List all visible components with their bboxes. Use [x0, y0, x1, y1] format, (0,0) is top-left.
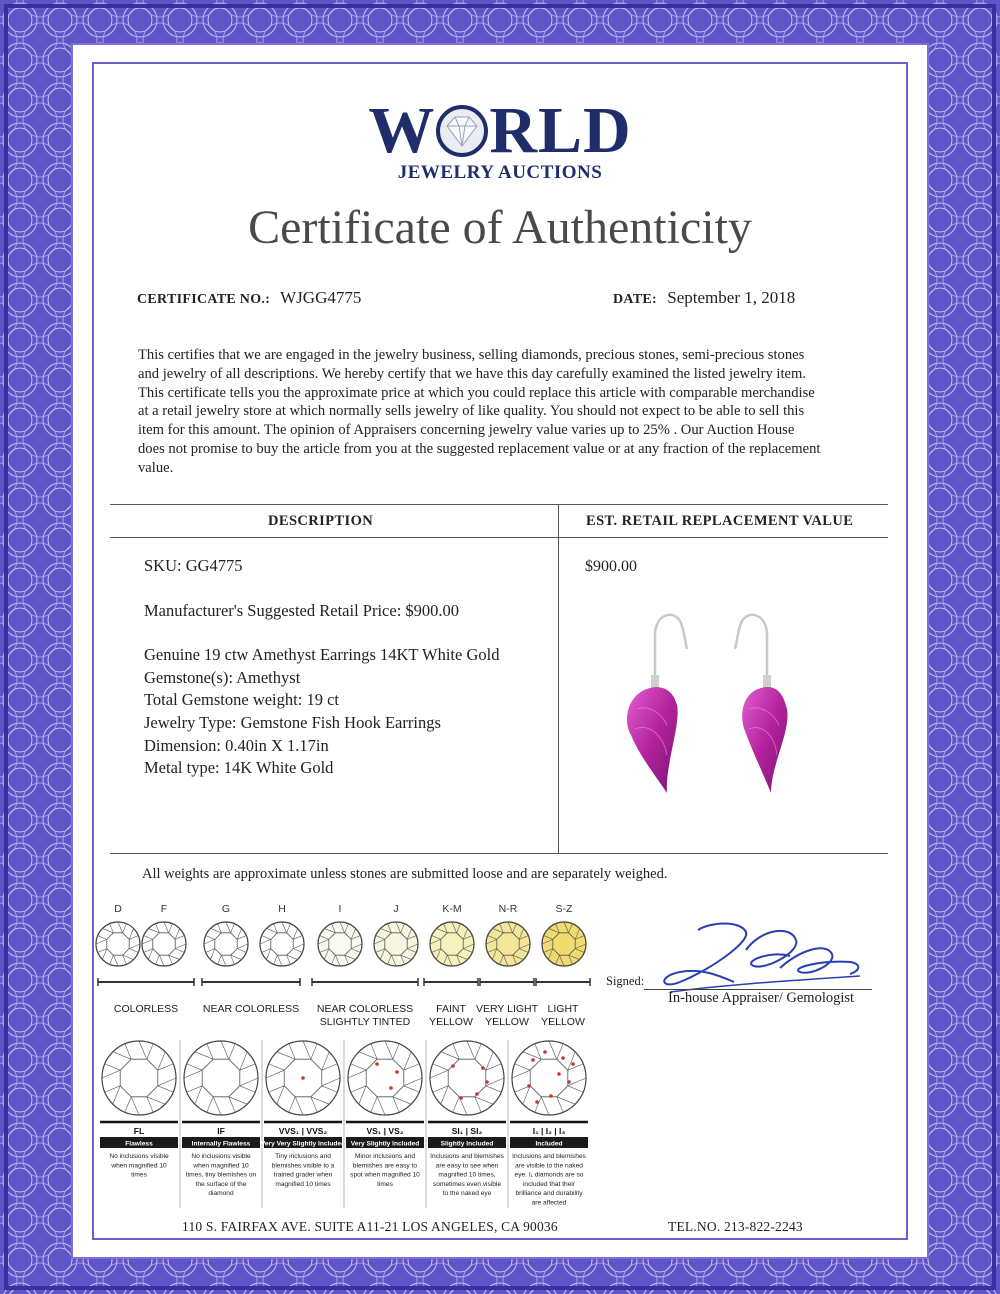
- clarity-grade-code: SI₁ | SI₂: [451, 1126, 483, 1136]
- intro-line: does not promise to buy the article from you at the suggested replacement value or at any fraction of the replacement: [138, 440, 821, 457]
- color-grade-label: F: [160, 903, 168, 915]
- clarity-grade-description: to the naked eye: [442, 1190, 492, 1198]
- clarity-grade-description: spot when magnified 10: [350, 1171, 420, 1179]
- color-grade-gem: [318, 922, 362, 966]
- color-group-label: COLORLESS: [113, 1003, 179, 1015]
- intro-line: item for this amount. The opinion of Appraisers concerning jewelry value varies up to 25% . Our Auction House: [138, 422, 795, 439]
- column-divider: [558, 505, 559, 853]
- clarity-grade-description: are easy to see when: [435, 1162, 499, 1170]
- detail-line: Genuine 19 ctw Amethyst Earrings 14KT White Gold: [144, 645, 500, 665]
- clarity-grade-code: VVS₁ | VVS₂: [278, 1126, 328, 1136]
- color-group-label: FAINT: [436, 1003, 466, 1015]
- clarity-grade-description: included that their: [522, 1180, 576, 1188]
- header-divider: [110, 537, 888, 538]
- color-grade-label: K-M: [442, 903, 462, 915]
- color-grade-scale: [94, 900, 594, 1040]
- clarity-grade-description: Inclusions and blemishes: [512, 1153, 586, 1160]
- color-group-label: YELLOW: [485, 1016, 529, 1028]
- intro-line: and jewelry of all descriptions. We hereby certify that we have this day carefully examined the listed jewelry item.: [138, 365, 807, 382]
- appraiser-signature: [650, 910, 870, 1000]
- appraiser-title: In-house Appraiser/ Gemologist: [668, 990, 855, 1006]
- color-grade-gem: [430, 922, 474, 966]
- clarity-grade-name: Very Very Slightly Included: [260, 1140, 346, 1148]
- clarity-grade-description: Inclusions and blemishes: [430, 1153, 504, 1160]
- color-group-label: LIGHT: [547, 1003, 579, 1015]
- clarity-grade-code: FL: [133, 1126, 145, 1136]
- clarity-grade-description: eye. I₁ diamonds are so: [514, 1171, 584, 1179]
- clarity-grade-gem: [512, 1041, 586, 1115]
- certificate-date: [613, 288, 795, 308]
- clarity-grade-name: Internally Flawless: [191, 1140, 251, 1148]
- color-group-label: NEAR COLORLESS: [202, 1003, 300, 1015]
- color-grade-label: D: [114, 903, 122, 915]
- clarity-grade-description: sometimes even visible: [432, 1180, 502, 1188]
- color-grade-gem: [96, 922, 140, 966]
- detail-line: Jewelry Type: Gemstone Fish Hook Earrings: [144, 712, 441, 732]
- color-group-label: SLIGHTLY TINTED: [319, 1016, 411, 1028]
- clarity-grade-description: diamond: [208, 1190, 234, 1198]
- clarity-grade-description: trained grader when: [273, 1171, 333, 1179]
- clarity-grade-gem: [266, 1041, 340, 1115]
- clarity-grade-description: when magnified 10: [193, 1162, 249, 1170]
- logo-subtitle: JEWELRY AUCTIONS: [397, 162, 603, 183]
- clarity-grade-code: VS₁ | VS₂: [366, 1126, 404, 1136]
- color-grade-label: G: [221, 903, 231, 915]
- clarity-grade-gem: [348, 1041, 422, 1115]
- intro-line: This certificate tells you the approximate price at which you could replace this article with comparable merchandise: [138, 384, 815, 401]
- column-header-value: EST. RETAIL REPLACEMENT VALUE: [586, 513, 854, 529]
- clarity-grade-description: Minor inclusions and: [354, 1153, 416, 1160]
- clarity-grade-description: No inclusions visible: [191, 1153, 251, 1160]
- signed-label: Signed:: [606, 974, 645, 988]
- left-earring: [627, 615, 687, 793]
- clarity-grade-description: the surface of the: [195, 1180, 247, 1188]
- sku: SKU: GG4775: [144, 556, 243, 575]
- footer-phone: TEL.NO. 213-822-2243: [668, 1219, 803, 1234]
- logo-letters-rld: RLD: [489, 94, 632, 167]
- certificate-number-value: WJGG4775: [280, 288, 362, 307]
- detail-line: Dimension: 0.40in X 1.17in: [144, 735, 329, 755]
- clarity-grade-name: Flawless: [125, 1140, 153, 1148]
- clarity-grade-description: blemishes visible to a: [271, 1162, 335, 1170]
- color-grade-gem: [142, 922, 186, 966]
- clarity-grade-description: magnified 10 times,: [438, 1171, 496, 1179]
- item-description: [144, 555, 499, 780]
- clarity-grade-gem: [184, 1041, 258, 1115]
- brand-logo: [0, 94, 1000, 184]
- color-grade-label: N-R: [498, 903, 518, 915]
- clarity-grade-description: Tiny inclusions and: [275, 1153, 331, 1160]
- clarity-grade-description: are visible to the naked: [515, 1162, 583, 1170]
- msrp: Manufacturer's Suggested Retail Price: $900.00: [144, 600, 460, 620]
- color-grade-gem: [542, 922, 586, 966]
- certificate-number: [137, 288, 361, 308]
- color-group-label: VERY LIGHT: [475, 1003, 539, 1015]
- clarity-grade-description: times: [131, 1171, 147, 1179]
- detail-line: Gemstone(s): Amethyst: [144, 667, 301, 687]
- intro-line: value.: [138, 459, 174, 476]
- clarity-grade-scale: [94, 1032, 594, 1216]
- replacement-value: $900.00: [585, 558, 637, 575]
- detail-line: Metal type: 14K White Gold: [144, 758, 334, 778]
- column-header-description: DESCRIPTION: [268, 513, 374, 529]
- date-value: September 1, 2018: [667, 288, 796, 307]
- certificate-number-label: CERTIFICATE NO.:: [137, 292, 271, 307]
- weights-note: All weights are approximate unless stones are submitted loose and are separately weighed.: [142, 866, 668, 882]
- clarity-grade-description: when magnified 10: [111, 1162, 167, 1170]
- right-earring: [735, 615, 788, 793]
- logo-letter-w: W: [368, 94, 436, 167]
- intro-paragraph: [138, 346, 878, 478]
- color-group-label: YELLOW: [541, 1016, 585, 1028]
- color-group-label: YELLOW: [429, 1016, 473, 1028]
- clarity-grade-gem: [102, 1041, 176, 1115]
- color-grade-gem: [204, 922, 248, 966]
- color-grade-label: I: [338, 903, 342, 915]
- date-label: DATE:: [613, 292, 658, 307]
- footer-address: 110 S. FAIRFAX AVE. SUITE A11-21 LOS ANGELES, CA 90036: [182, 1219, 558, 1234]
- clarity-grade-description: magnified 10 times: [275, 1180, 331, 1188]
- intro-line: at a retail jewelry store at which normally sells jewelry of like quality. You should not expect to be able to sell this: [138, 403, 805, 420]
- clarity-grade-name: Very Slightly Included: [350, 1140, 420, 1148]
- clarity-grade-description: times, tiny blemishes on: [185, 1171, 257, 1179]
- clarity-grade-code: IF: [217, 1126, 225, 1136]
- color-grade-label: H: [278, 903, 286, 915]
- clarity-grade-code: I₁ | I₂ | I₃: [532, 1126, 566, 1136]
- clarity-grade-description: are affected: [531, 1199, 567, 1207]
- earrings-image: [615, 605, 815, 805]
- intro-line: This certifies that we are engaged in the jewelry business, selling diamonds, precious stones, semi-precious stones: [138, 347, 805, 363]
- color-group-label: NEAR COLORLESS: [316, 1003, 414, 1015]
- diamond-icon: [435, 104, 489, 158]
- page-title: Certificate of Authenticity: [248, 201, 752, 254]
- clarity-grade-gem: [430, 1041, 504, 1115]
- color-grade-label: S-Z: [555, 903, 573, 915]
- color-grade-gem: [260, 922, 304, 966]
- clarity-grade-description: times: [377, 1180, 393, 1188]
- clarity-grade-description: brilliance and durability: [515, 1190, 583, 1198]
- clarity-grade-name: Slightly Included: [440, 1140, 494, 1148]
- clarity-grade-description: blemishes are easy to: [352, 1162, 418, 1170]
- clarity-grade-description: No inclusions visible: [109, 1153, 169, 1160]
- detail-line: Total Gemstone weight: 19 ct: [144, 690, 339, 710]
- color-grade-gem: [486, 922, 530, 966]
- color-grade-label: J: [393, 903, 399, 915]
- clarity-grade-name: Included: [535, 1140, 563, 1148]
- color-grade-gem: [374, 922, 418, 966]
